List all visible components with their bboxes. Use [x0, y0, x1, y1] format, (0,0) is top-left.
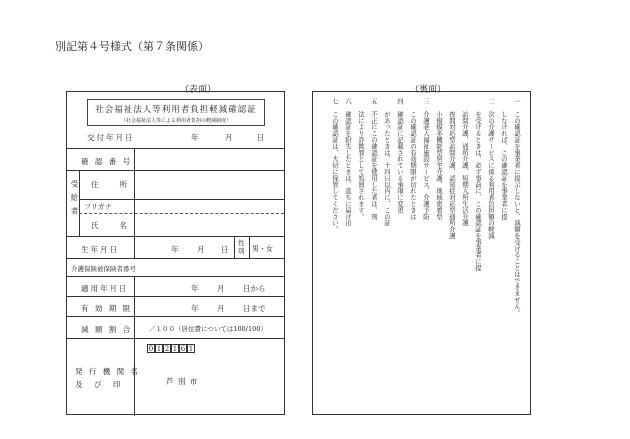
back-text-column: 七 この確認証は、大切に保管してください。	[331, 98, 339, 233]
back-text-column: 法により詐欺罪として処罰されます。	[357, 98, 365, 220]
card-subtitle: （社会福祉法人等による利用者負担の軽減制度）	[120, 118, 231, 124]
issuer-name: 芦 別 市	[166, 377, 199, 386]
issuer-code-digit: 1	[188, 345, 194, 353]
rate-row	[67, 316, 284, 338]
insured-no-label: 介護保険被保険者番号	[71, 265, 136, 273]
period-suffix: 日まで	[243, 304, 266, 313]
divider	[249, 237, 250, 259]
rate-label: 減 額 割 合	[81, 325, 133, 334]
issue-year: 年	[191, 133, 199, 142]
divider	[234, 237, 235, 259]
back-text-column: 五 不正にこの確認証を使用した者は、刑	[370, 98, 378, 220]
back-text-column: 四 確認証に記載されている事項に変更	[396, 98, 404, 214]
issue-date-label: 交付年月日	[87, 133, 135, 142]
back-text-column: しなければ、この確認証を事業者に提	[500, 98, 508, 220]
back-text-column: 六 確認証を紛失したときは、直ちに届け出	[344, 98, 352, 226]
birth-label: 生年月日	[81, 245, 119, 254]
divider	[134, 339, 135, 416]
back-text-column: があったときは、十四日以内に、この証	[383, 98, 391, 226]
card-title: 社会福祉法人等利用者負担軽減確認証	[95, 105, 257, 115]
insured-no-row	[67, 258, 284, 276]
address-label: 住 所	[91, 180, 129, 189]
back-text-column: 三 介護老人福祉施設サービス、介護予防	[422, 98, 430, 220]
start-month: 月	[217, 284, 225, 293]
start-suffix: 日から	[243, 284, 266, 293]
period-year: 年	[191, 304, 199, 313]
furigana-label: フリガナ	[84, 203, 112, 211]
back-text-column: この確認証の有効期限が切れたときは	[409, 98, 417, 220]
birth-year: 年	[171, 245, 179, 254]
back-text-column: 小規模多機能型居宅介護、地域密着型	[435, 98, 443, 220]
front-card	[66, 91, 285, 415]
back-text-column: 夜間対応型訪問介護、認知症対応型通所介護	[448, 98, 456, 239]
issuer-label-2: 及 び 印	[75, 380, 123, 389]
front-side-label: （表面）	[180, 85, 217, 95]
divider	[134, 297, 135, 317]
confirm-no-label: 確 認 番 号	[81, 157, 133, 166]
issuer-code-digit: 1	[172, 345, 178, 353]
divider	[134, 277, 135, 297]
issuer-code-digit: 2	[164, 345, 170, 353]
birth-row	[67, 236, 284, 258]
valid-period-label: 有 効 期 限	[81, 304, 133, 313]
birth-day: 日	[221, 245, 229, 254]
back-side-label: （裏面）	[410, 85, 447, 95]
start-year: 年	[191, 284, 199, 293]
sex-label: 性別	[238, 239, 245, 255]
back-card	[312, 91, 531, 415]
divider	[134, 149, 135, 171]
sex-value: 男・女	[252, 245, 273, 253]
issuer-code-digit: 0	[148, 345, 154, 353]
divider	[134, 171, 135, 237]
back-text-column: 一 この確認証を事業者に提示しないと、減額を受けることはできません。	[513, 98, 521, 316]
form-number: 別記第４号様式（第７条関係）	[55, 40, 209, 53]
beneficiary-label: 受給者	[70, 180, 79, 221]
rate-value: ／１００（居住費については100/100）	[149, 325, 267, 333]
issuer-row	[67, 338, 284, 415]
confirm-no-row	[67, 148, 284, 170]
back-text-column: 訪問介護、通所介護、短期入所生活介護	[461, 98, 469, 226]
divider	[134, 237, 135, 259]
start-date-row	[67, 276, 284, 296]
issue-day: 日	[257, 133, 265, 142]
birth-month: 月	[197, 245, 205, 254]
issue-month: 月	[225, 133, 233, 142]
valid-period-row	[67, 296, 284, 316]
back-text-column: を受けるときは、必ず事前に、この確認証を事業者に提	[474, 98, 482, 271]
issuer-code-digit: 6	[180, 345, 186, 353]
name-label: 氏 名	[91, 221, 129, 230]
issuer-label-1: 発 行 機 関 名	[75, 367, 141, 376]
beneficiary-block	[67, 170, 284, 236]
issuer-code-digit: 1	[156, 345, 162, 353]
title-box	[87, 99, 265, 126]
period-month: 月	[217, 304, 225, 313]
back-text-column: 二 次の介護サービスに係る利用者負担額の軽減	[487, 98, 495, 239]
divider	[134, 317, 135, 339]
start-date-label: 適用年月日	[81, 284, 129, 293]
